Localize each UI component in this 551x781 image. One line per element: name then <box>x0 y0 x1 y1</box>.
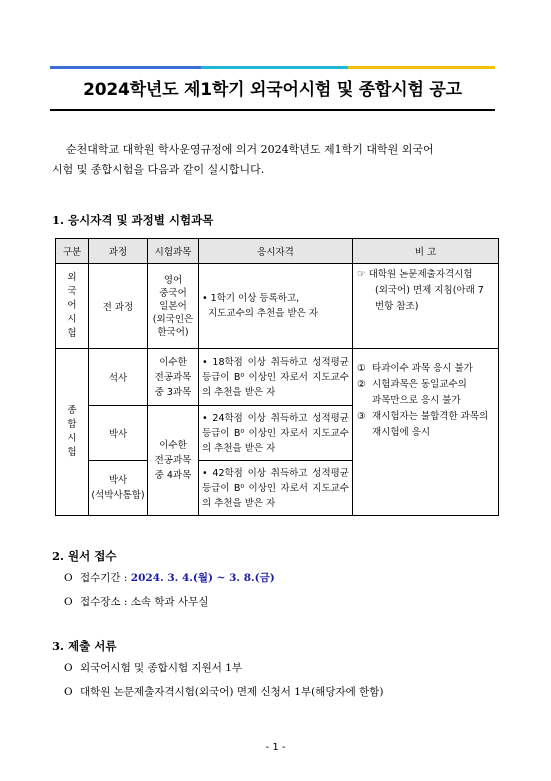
subject-line: 중국어 <box>159 287 187 299</box>
condition-foreign <box>199 264 353 349</box>
category-char: 시 <box>67 314 77 325</box>
category-comprehensive <box>56 349 89 516</box>
title-color-bar <box>50 66 495 69</box>
course-all: 전 과정 <box>89 264 148 349</box>
intro-paragraph <box>52 140 497 180</box>
course-integrated <box>89 461 148 516</box>
condition-line: 지도교수의 추천을 받은 자 <box>208 308 319 319</box>
condition-doctoral: • 24학점 이상 취득하고 성적평균등급이 B⁰ 이상인 자로서 지도교수의 추천을 받은 자 <box>199 406 353 461</box>
note-line: (외국어) 면제 지침(아래 7 <box>375 285 484 296</box>
subject-line: 중 3과목 <box>154 386 192 398</box>
note-line: 시험과목은 동일교수의 <box>372 379 467 390</box>
subject-line: 전공과목 <box>154 371 192 383</box>
course-doctoral: 박사 <box>89 406 148 461</box>
header-eligibility: 응시자격 <box>199 239 353 264</box>
subject-line: 이수한 <box>159 440 187 451</box>
header-course: 과정 <box>89 239 148 264</box>
subject-line: 영어 <box>163 274 183 286</box>
title-bar-segment-cyan <box>201 66 348 69</box>
category-char: 험 <box>67 447 77 458</box>
bullet-icon: O <box>64 596 73 608</box>
section-heading-documents: 3. 제출 서류 <box>52 639 117 653</box>
category-char: 국 <box>67 286 77 297</box>
note-line: 대학원 논문제출자격시험 <box>368 269 473 280</box>
subject-line: 일본어 <box>159 300 187 312</box>
application-list <box>64 566 275 614</box>
table-row-foreign <box>56 264 499 349</box>
note-line: 과목만으로 응시 불가 <box>372 395 461 406</box>
category-foreign-language <box>56 264 89 349</box>
page-title: 2024학년도 제1학기 외국어시험 및 종합시험 공고 <box>83 80 462 100</box>
subject-line: 한국어) <box>157 326 189 338</box>
header-subject: 시험과목 <box>148 239 199 264</box>
period-label: 접수기간 : <box>80 572 131 584</box>
header-remarks: 비 고 <box>353 239 499 264</box>
note-foreign <box>353 264 499 349</box>
pointing-hand-icon: ☞ <box>357 269 366 280</box>
subject-line: (외국인은 <box>152 313 194 325</box>
document-text: 대학원 논문제출자격시험(외국어) 면제 신청서 1부(해당자에 한함) <box>80 686 384 698</box>
condition-line: • 1학기 이상 등록하고, <box>202 293 300 304</box>
note-line: 재시험자는 불합격한 과목의 <box>372 411 489 422</box>
page-number: - 1 - <box>265 742 286 753</box>
note-line: 재시험에 응시 <box>372 427 431 438</box>
note-mark: ② <box>357 379 366 390</box>
course-line: 박사 <box>108 475 128 486</box>
exam-eligibility-table <box>55 238 499 516</box>
subject-doctoral <box>148 406 199 516</box>
title-underline <box>50 109 495 111</box>
section-heading-application: 2. 원서 접수 <box>52 549 117 563</box>
documents-list <box>64 656 383 704</box>
place-text: 접수장소 : 소속 학과 사무실 <box>80 596 209 608</box>
category-char: 합 <box>67 419 77 430</box>
table-header-row <box>56 239 499 264</box>
list-item-period <box>64 566 275 590</box>
title-bar-segment-blue <box>50 66 201 69</box>
note-line: 번항 참조) <box>375 301 419 312</box>
course-line: (석박사통합) <box>91 490 145 501</box>
category-char: 험 <box>67 328 77 339</box>
category-char: 외 <box>67 272 77 283</box>
subject-foreign <box>148 264 199 349</box>
subject-line: 이수한 <box>159 356 187 368</box>
note-mark: ① <box>357 363 366 374</box>
category-char: 종 <box>67 405 77 416</box>
bullet-icon: O <box>64 572 73 584</box>
title-bar-segment-yellow <box>348 66 495 69</box>
condition-masters: • 18학점 이상 취득하고 성적평균등급이 B⁰ 이상인 자로서 지도교수의 추천을 받은 자 <box>199 349 353 406</box>
list-item-place <box>64 590 275 614</box>
note-comprehensive <box>353 349 499 516</box>
category-char: 어 <box>67 300 77 311</box>
subject-line: 중 4과목 <box>154 470 192 481</box>
table-row-masters <box>56 349 499 406</box>
intro-line-1: 순천대학교 대학원 학사운영규정에 의거 2024학년도 제1학기 대학원 외국어 <box>66 143 434 156</box>
condition-integrated: • 42학점 이상 취득하고 성적평균등급이 B⁰ 이상인 자로서 지도교수의 추천을 받은 자 <box>199 461 353 516</box>
section-heading-eligibility: 1. 응시자격 및 과정별 시험과목 <box>52 213 214 227</box>
period-value: 2024. 3. 4.(월) ~ 3. 8.(금) <box>130 572 275 584</box>
list-item <box>64 656 383 680</box>
subject-line: 전공과목 <box>154 455 192 466</box>
intro-line-2: 시험 및 종합시험을 다음과 같이 실시합니다. <box>52 163 265 176</box>
header-category: 구분 <box>56 239 89 264</box>
bullet-icon: O <box>64 686 73 698</box>
note-line: 타과이수 과목 응시 불가 <box>372 363 473 374</box>
course-masters: 석사 <box>89 349 148 406</box>
bullet-icon: O <box>64 662 73 674</box>
subject-masters <box>148 349 199 406</box>
list-item <box>64 680 383 704</box>
category-char: 시 <box>67 433 77 444</box>
note-mark: ③ <box>357 411 366 422</box>
document-text: 외국어시험 및 종합시험 지원서 1부 <box>80 662 243 674</box>
